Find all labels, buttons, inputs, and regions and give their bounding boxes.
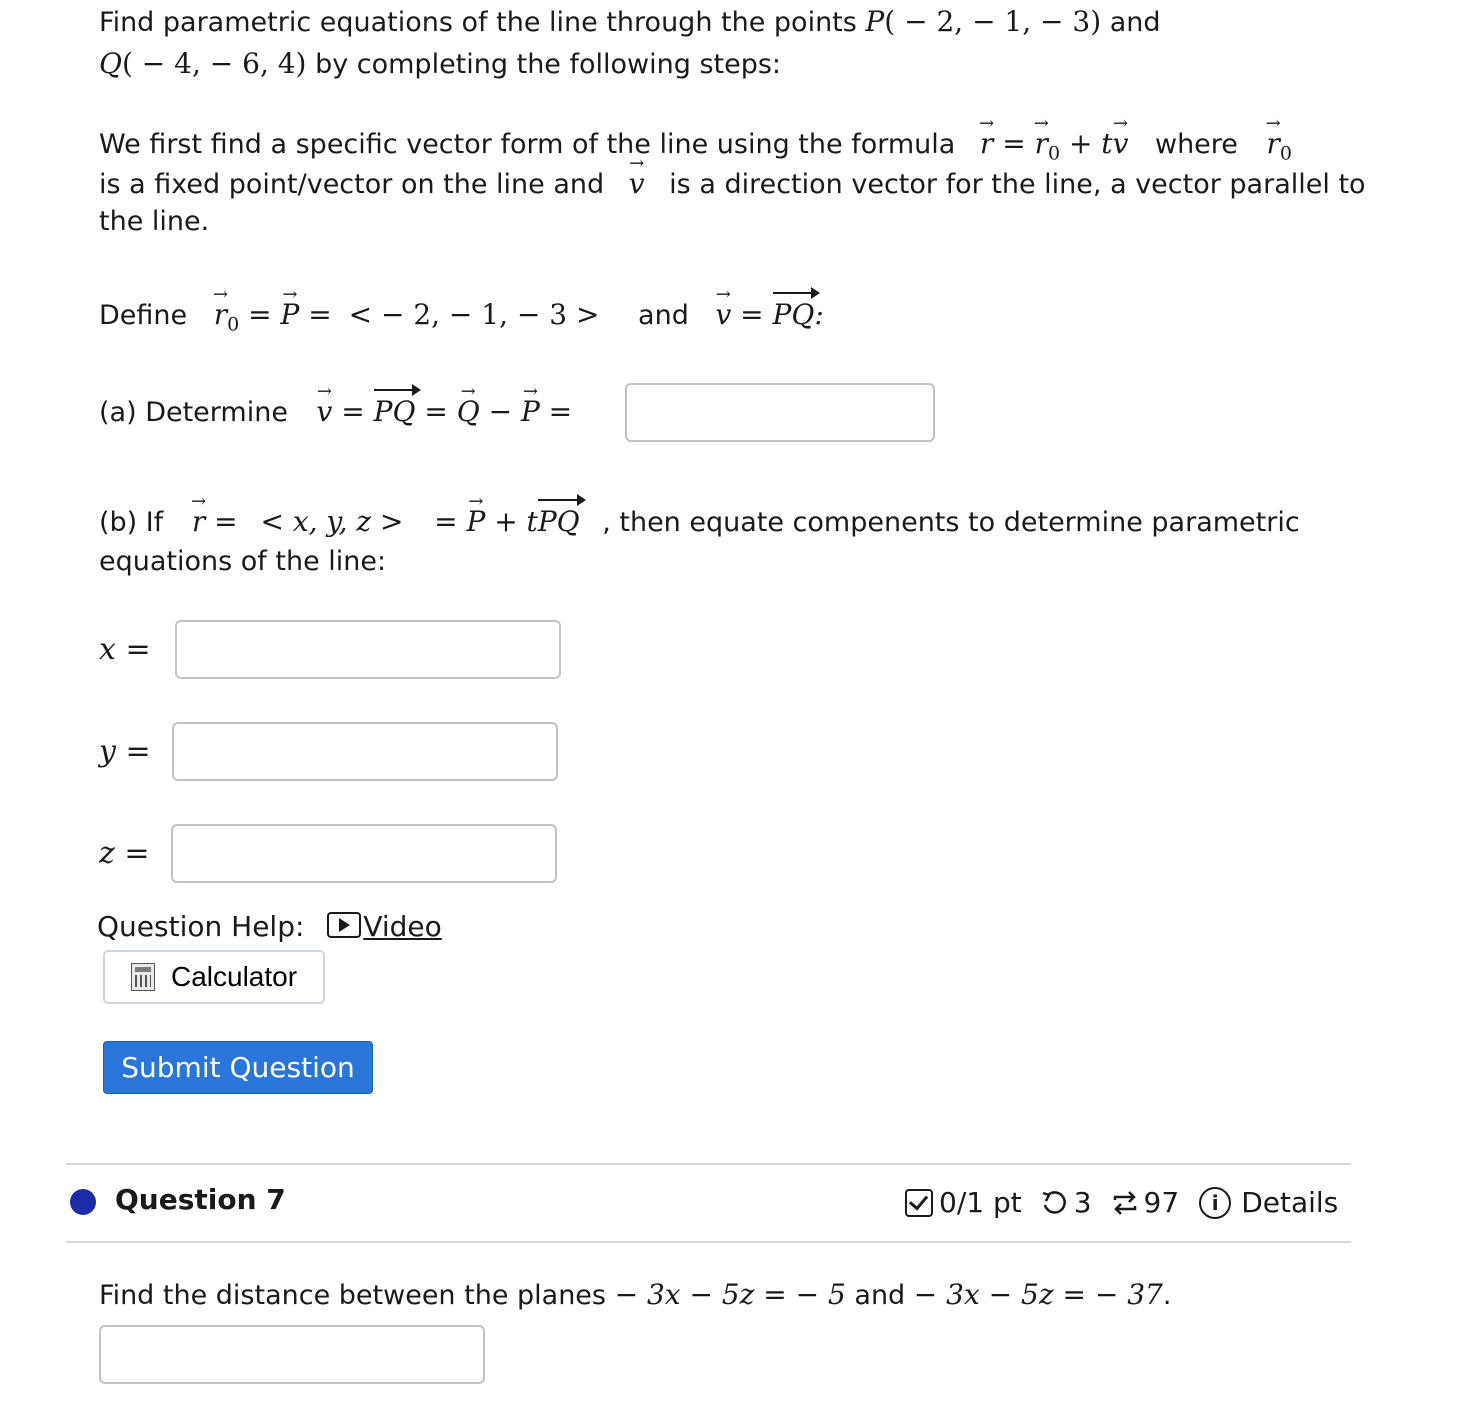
y-label: y = — [99, 734, 151, 769]
checkbox-icon — [905, 1189, 933, 1217]
distance-input[interactable] — [99, 1325, 485, 1384]
question-7-title: Question 7 — [115, 1183, 286, 1216]
score: 0/1 pt — [905, 1186, 1022, 1219]
attempts-icon — [1110, 1189, 1140, 1217]
info-icon: i — [1199, 1187, 1231, 1219]
formula-line2: is a fixed point/vector on the line and → v is a direction vector for the line, a vector parallel to — [99, 164, 1366, 205]
question-meta — [905, 1186, 1338, 1219]
formula-line3: the line. — [99, 206, 210, 237]
z-equation-input[interactable] — [171, 824, 557, 883]
play-icon — [327, 912, 361, 938]
q6-intro-line2: Q( − 4, − 6, 4) by completing the following steps: — [99, 47, 782, 80]
part-b-line2: equations of the line: — [99, 546, 387, 577]
retries: 3 — [1040, 1186, 1092, 1219]
calculator-button[interactable]: Calculator — [103, 950, 325, 1004]
formula-line1: We first find a specific vector form of the line using the formula → r = → $r_0 + t\to v$ where → $r_0$ — [99, 124, 1292, 174]
z-label: z = — [99, 836, 150, 871]
define-line: Define → $r_0$ = → P = < − 2, − 1, − 3 > and → v = PQ: — [99, 295, 824, 345]
q7-prompt: Find the distance between the planes − 3x − 5z = − 5 and − 3x − 5z = − 37. — [99, 1278, 1172, 1311]
y-equation-input[interactable] — [172, 722, 558, 781]
q6-intro-line1: Find parametric equations of the line through the points P( − 2, − 1, − 3) and — [99, 5, 1161, 38]
divider-top — [66, 1163, 1351, 1165]
part-b-line1: (b) If → r = < x, y, z > = → P + tPQ , then equate compenents to determine parametric — [99, 502, 1300, 543]
x-equation-input[interactable] — [175, 620, 561, 679]
divider-bottom — [66, 1241, 1351, 1243]
part-a-label: (a) Determine → v = PQ = → Q − → P = — [99, 392, 572, 433]
details-link[interactable]: i Details — [1199, 1186, 1338, 1219]
attempts: 97 — [1110, 1186, 1180, 1219]
submit-question-button[interactable]: Submit Question — [103, 1041, 373, 1094]
x-label: x = — [99, 632, 151, 667]
question-help: Question Help: Video — [97, 910, 442, 943]
video-link[interactable]: Video — [313, 910, 441, 943]
direction-vector-input[interactable] — [625, 383, 935, 442]
calculator-icon — [131, 963, 155, 991]
question-status-dot — [70, 1189, 96, 1215]
retry-icon — [1040, 1189, 1068, 1217]
